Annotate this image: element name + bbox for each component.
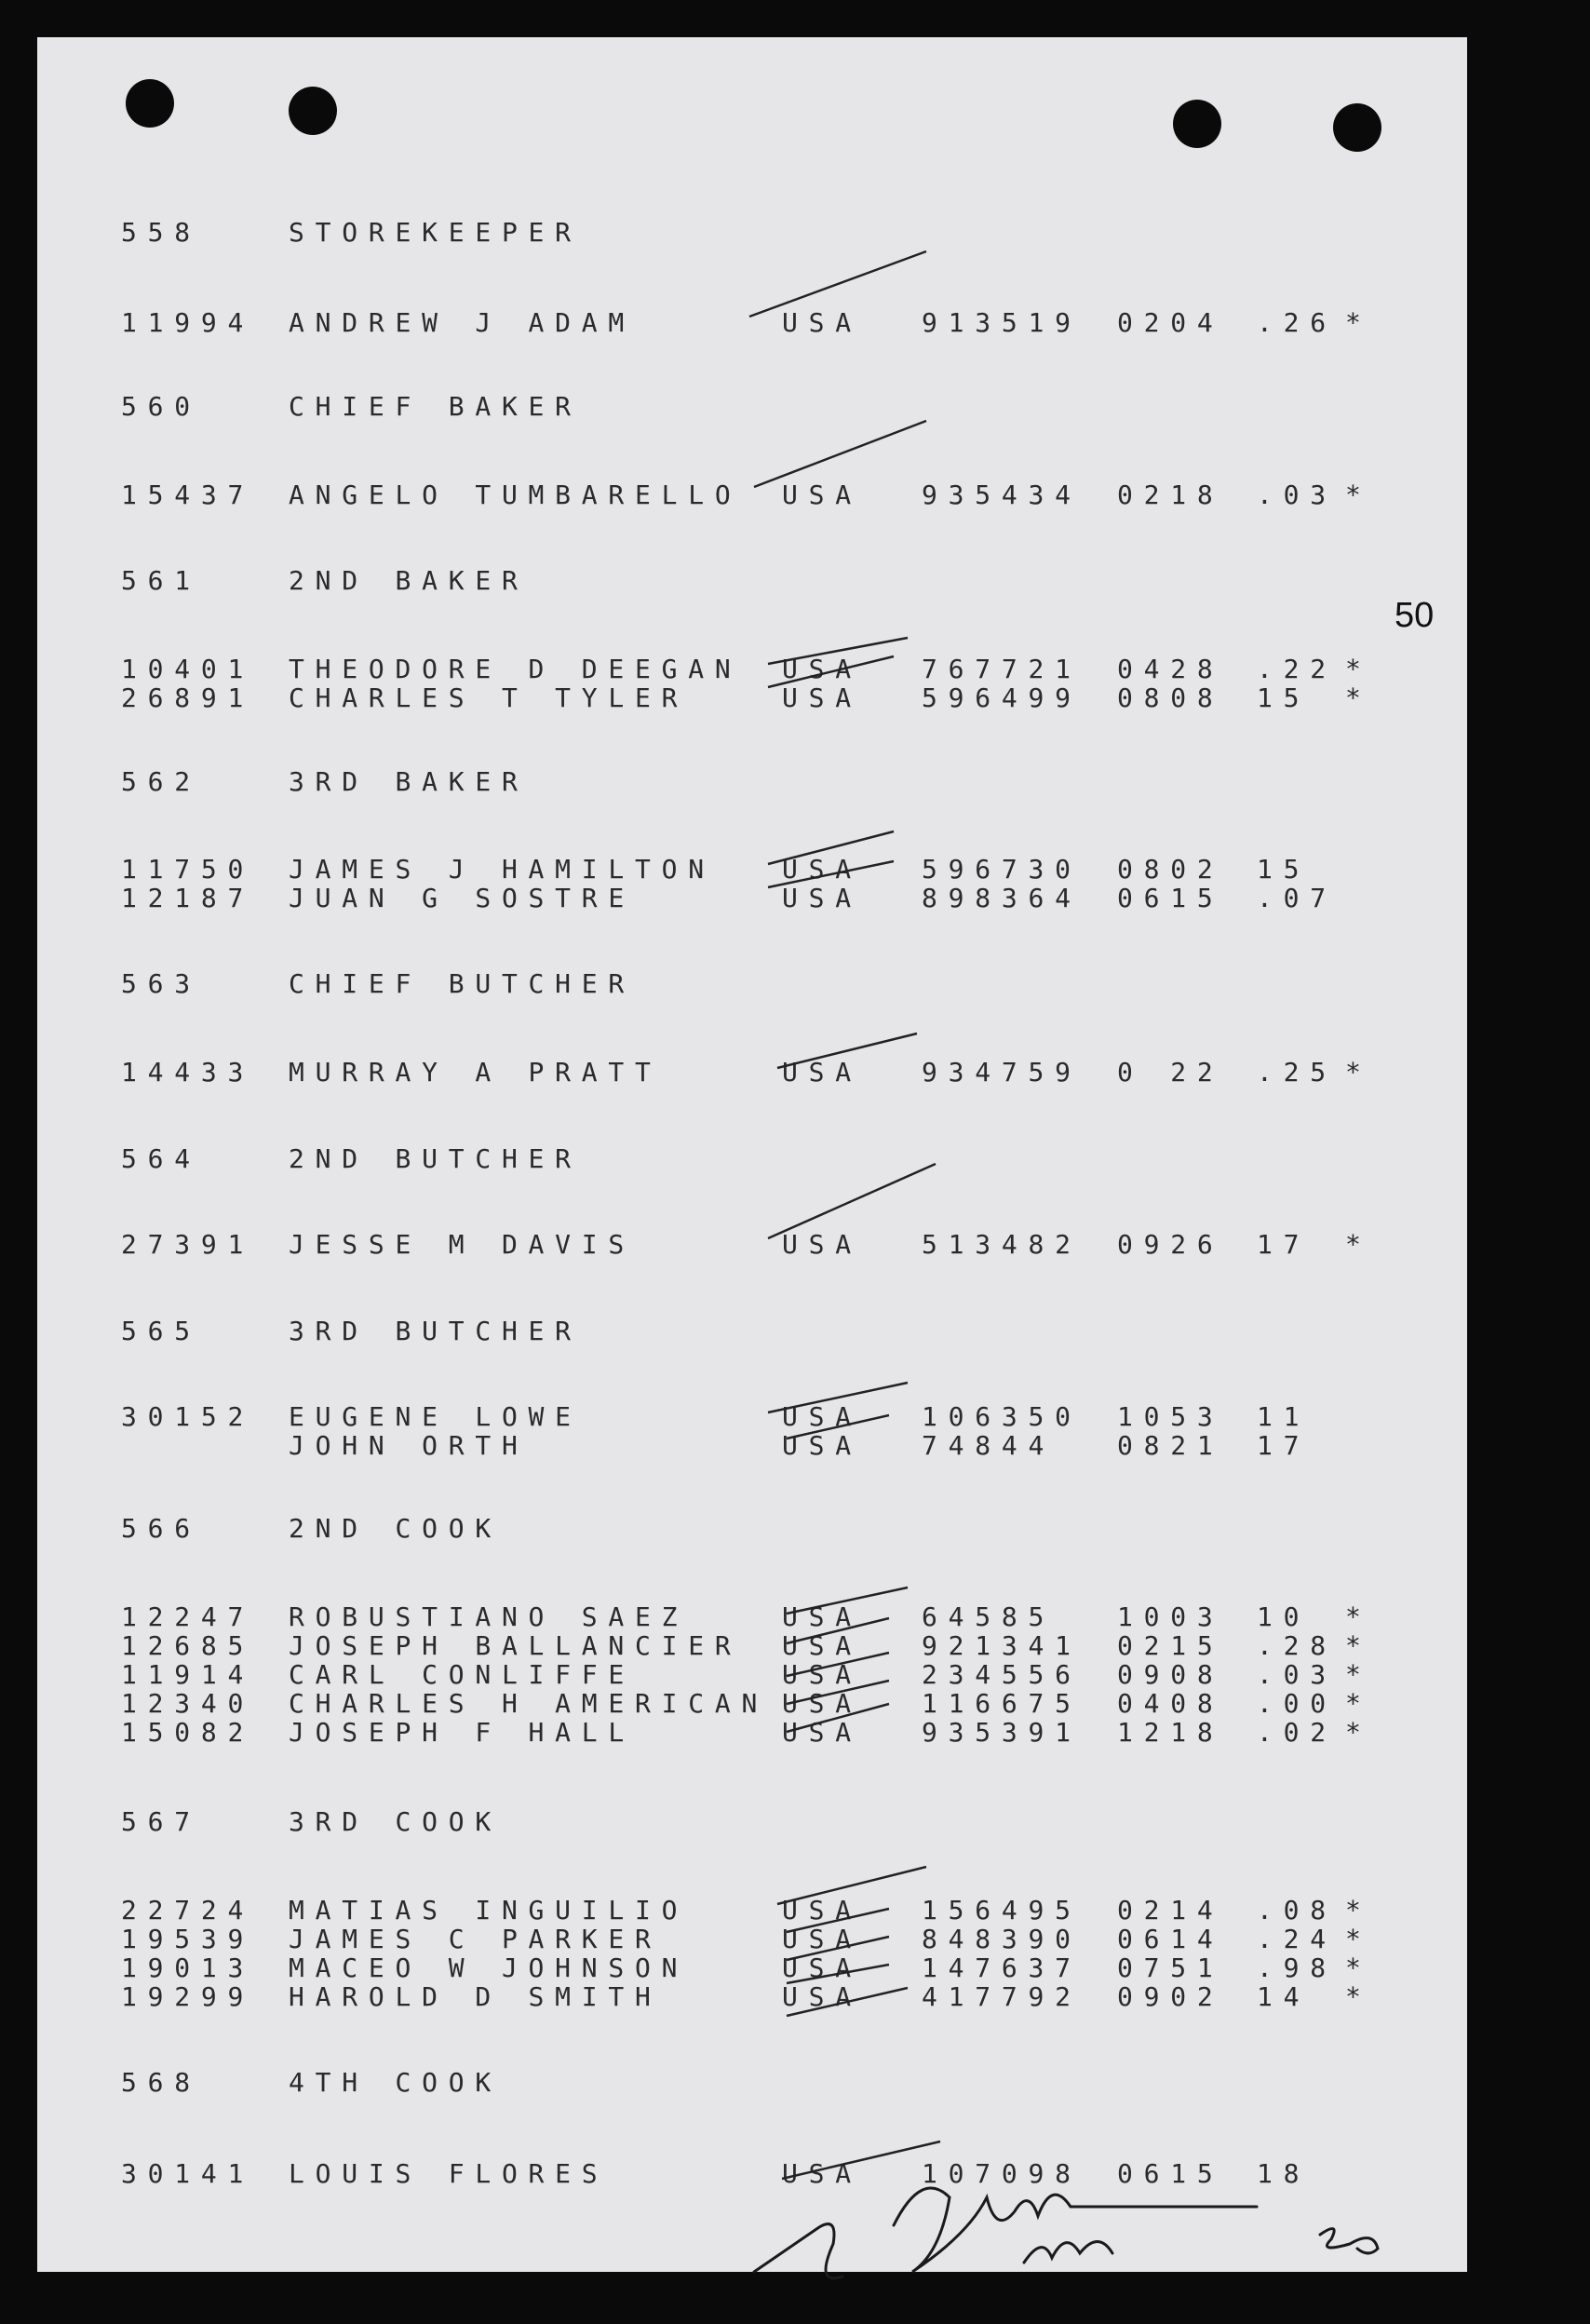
row-rate: .02 (1257, 1717, 1337, 1748)
row-rate: 11 (1257, 1401, 1311, 1432)
row-nationality: USA (782, 1924, 862, 1954)
row-nationality: USA (782, 1688, 862, 1719)
row-nationality: USA (782, 307, 862, 338)
row-date: 1218 (1117, 1717, 1224, 1748)
row-rate: 18 (1257, 2158, 1311, 2189)
row-number: 15082 (121, 1717, 255, 1748)
section-title: 3RD BUTCHER (289, 1316, 582, 1346)
row-nationality: USA (782, 1659, 862, 1690)
row-rate: .00 (1257, 1688, 1337, 1719)
row-name: MATIAS INGUILIO (289, 1895, 689, 1925)
row-number: 19539 (121, 1924, 255, 1954)
row-name: LOUIS FLORES (289, 2158, 609, 2189)
row-id: 935434 (922, 480, 1082, 510)
row-id: 921341 (922, 1630, 1082, 1661)
section-title: 2ND BAKER (289, 565, 529, 596)
row-date: 0615 (1117, 2158, 1224, 2189)
section-code: 562 (121, 766, 201, 797)
row-name: CARL CONLIFFE (289, 1659, 636, 1690)
row-rate: 17 (1257, 1430, 1311, 1461)
section-code: 567 (121, 1806, 201, 1837)
section-title: 3RD BAKER (289, 766, 529, 797)
row-id: 935391 (922, 1717, 1082, 1748)
row-asterisk: * (1345, 1601, 1372, 1632)
row-id: 147637 (922, 1952, 1082, 1983)
row-name: ANGELO TUMBARELLO (289, 480, 742, 510)
punch-hole (289, 87, 337, 135)
row-nationality: USA (782, 2158, 862, 2189)
row-asterisk: * (1345, 1057, 1372, 1088)
row-name: JAMES J HAMILTON (289, 854, 715, 885)
row-rate: .25 (1257, 1057, 1337, 1088)
row-date: 0214 (1117, 1895, 1224, 1925)
row-nationality: USA (782, 1430, 862, 1461)
punch-hole (1333, 103, 1381, 152)
section-title: 2ND COOK (289, 1513, 502, 1544)
punch-hole (1173, 100, 1221, 148)
row-id: 767721 (922, 654, 1082, 684)
row-name: JUAN G SOSTRE (289, 883, 636, 913)
row-id: 64585 (922, 1601, 1056, 1632)
row-name: HAROLD D SMITH (289, 1981, 662, 2012)
row-nationality: USA (782, 682, 862, 713)
section-code: 565 (121, 1316, 201, 1346)
row-nationality: USA (782, 883, 862, 913)
row-id: 106350 (922, 1401, 1082, 1432)
row-date: 0 22 (1117, 1057, 1224, 1088)
row-nationality: USA (782, 854, 862, 885)
row-number: 11994 (121, 307, 255, 338)
row-date: 0808 (1117, 682, 1224, 713)
row-nationality: USA (782, 1630, 862, 1661)
row-date: 0204 (1117, 307, 1224, 338)
row-date: 1003 (1117, 1601, 1224, 1632)
row-rate: .28 (1257, 1630, 1337, 1661)
row-name: JOSEPH BALLANCIER (289, 1630, 742, 1661)
row-number: 15437 (121, 480, 255, 510)
row-asterisk: * (1345, 682, 1372, 713)
row-date: 0408 (1117, 1688, 1224, 1719)
row-id: 848390 (922, 1924, 1082, 1954)
row-id: 913519 (922, 307, 1082, 338)
row-date: 0908 (1117, 1659, 1224, 1690)
punch-hole (126, 79, 174, 128)
row-nationality: USA (782, 1717, 862, 1748)
row-date: 0218 (1117, 480, 1224, 510)
row-id: 596499 (922, 682, 1082, 713)
row-number: 19013 (121, 1952, 255, 1983)
row-rate: .03 (1257, 480, 1337, 510)
section-title: STOREKEEPER (289, 217, 582, 248)
row-asterisk: * (1345, 1895, 1372, 1925)
row-asterisk: * (1345, 1630, 1372, 1661)
row-nationality: USA (782, 1895, 862, 1925)
row-asterisk: * (1345, 1659, 1372, 1690)
row-name: CHARLES H AMERICAN (289, 1688, 769, 1719)
row-rate: .26 (1257, 307, 1337, 338)
row-number: 14433 (121, 1057, 255, 1088)
row-rate: 15 (1257, 854, 1311, 885)
row-name: MACEO W JOHNSON (289, 1952, 689, 1983)
row-nationality: USA (782, 480, 862, 510)
row-asterisk: * (1345, 1981, 1372, 2012)
row-asterisk: * (1345, 1717, 1372, 1748)
row-nationality: USA (782, 1981, 862, 2012)
row-id: 513482 (922, 1229, 1082, 1260)
row-id: 107098 (922, 2158, 1082, 2189)
row-id: 234556 (922, 1659, 1082, 1690)
row-rate: .98 (1257, 1952, 1337, 1983)
section-code: 563 (121, 968, 201, 999)
row-id: 116675 (922, 1688, 1082, 1719)
row-rate: .08 (1257, 1895, 1337, 1925)
row-number: 10401 (121, 654, 255, 684)
section-code: 560 (121, 391, 201, 422)
section-title: CHIEF BAKER (289, 391, 582, 422)
section-code: 568 (121, 2067, 201, 2098)
row-nationality: USA (782, 654, 862, 684)
row-number: 26891 (121, 682, 255, 713)
row-id: 156495 (922, 1895, 1082, 1925)
row-rate: 15 (1257, 682, 1311, 713)
row-nationality: USA (782, 1601, 862, 1632)
row-name: MURRAY A PRATT (289, 1057, 662, 1088)
section-code: 564 (121, 1143, 201, 1174)
row-number: 30141 (121, 2158, 255, 2189)
row-nationality: USA (782, 1401, 862, 1432)
row-asterisk: * (1345, 1952, 1372, 1983)
row-name: JOHN ORTH (289, 1430, 529, 1461)
row-asterisk: * (1345, 307, 1372, 338)
row-name: JESSE M DAVIS (289, 1229, 636, 1260)
row-nationality: USA (782, 1952, 862, 1983)
row-name: ANDREW J ADAM (289, 307, 636, 338)
row-name: CHARLES T TYLER (289, 682, 689, 713)
row-date: 0751 (1117, 1952, 1224, 1983)
section-title: 3RD COOK (289, 1806, 502, 1837)
section-code: 566 (121, 1513, 201, 1544)
row-number: 12187 (121, 883, 255, 913)
row-asterisk: * (1345, 654, 1372, 684)
row-asterisk: * (1345, 1229, 1372, 1260)
section-code: 558 (121, 217, 201, 248)
row-number: 12247 (121, 1601, 255, 1632)
row-number: 12685 (121, 1630, 255, 1661)
row-asterisk: * (1345, 480, 1372, 510)
row-rate: 10 (1257, 1601, 1311, 1632)
row-number: 30152 (121, 1401, 255, 1432)
section-title: 2ND BUTCHER (289, 1143, 582, 1174)
row-rate: .03 (1257, 1659, 1337, 1690)
row-date: 0615 (1117, 883, 1224, 913)
row-number: 27391 (121, 1229, 255, 1260)
row-number: 11914 (121, 1659, 255, 1690)
row-rate: 14 (1257, 1981, 1311, 2012)
row-date: 0821 (1117, 1430, 1224, 1461)
row-rate: 17 (1257, 1229, 1311, 1260)
row-date: 0926 (1117, 1229, 1224, 1260)
section-code: 561 (121, 565, 201, 596)
row-rate: .22 (1257, 654, 1337, 684)
row-id: 74844 (922, 1430, 1056, 1461)
row-rate: .24 (1257, 1924, 1337, 1954)
row-name: ROBUSTIANO SAEZ (289, 1601, 689, 1632)
row-date: 0428 (1117, 654, 1224, 684)
row-number: 11750 (121, 854, 255, 885)
row-date: 0215 (1117, 1630, 1224, 1661)
row-date: 0902 (1117, 1981, 1224, 2012)
row-name: JOSEPH F HALL (289, 1717, 636, 1748)
row-nationality: USA (782, 1229, 862, 1260)
row-id: 596730 (922, 854, 1082, 885)
row-number: 12340 (121, 1688, 255, 1719)
row-id: 934759 (922, 1057, 1082, 1088)
row-id: 898364 (922, 883, 1082, 913)
row-name: JAMES C PARKER (289, 1924, 662, 1954)
row-name: EUGENE LOWE (289, 1401, 582, 1432)
page-number: 50 (1395, 596, 1435, 635)
row-number: 22724 (121, 1895, 255, 1925)
row-id: 417792 (922, 1981, 1082, 2012)
row-date: 0802 (1117, 854, 1224, 885)
row-asterisk: * (1345, 1688, 1372, 1719)
row-name: THEODORE D DEEGAN (289, 654, 742, 684)
row-date: 1053 (1117, 1401, 1224, 1432)
section-title: CHIEF BUTCHER (289, 968, 636, 999)
row-number: 19299 (121, 1981, 255, 2012)
row-nationality: USA (782, 1057, 862, 1088)
row-rate: .07 (1257, 883, 1337, 913)
row-asterisk: * (1345, 1924, 1372, 1954)
row-date: 0614 (1117, 1924, 1224, 1954)
section-title: 4TH COOK (289, 2067, 502, 2098)
